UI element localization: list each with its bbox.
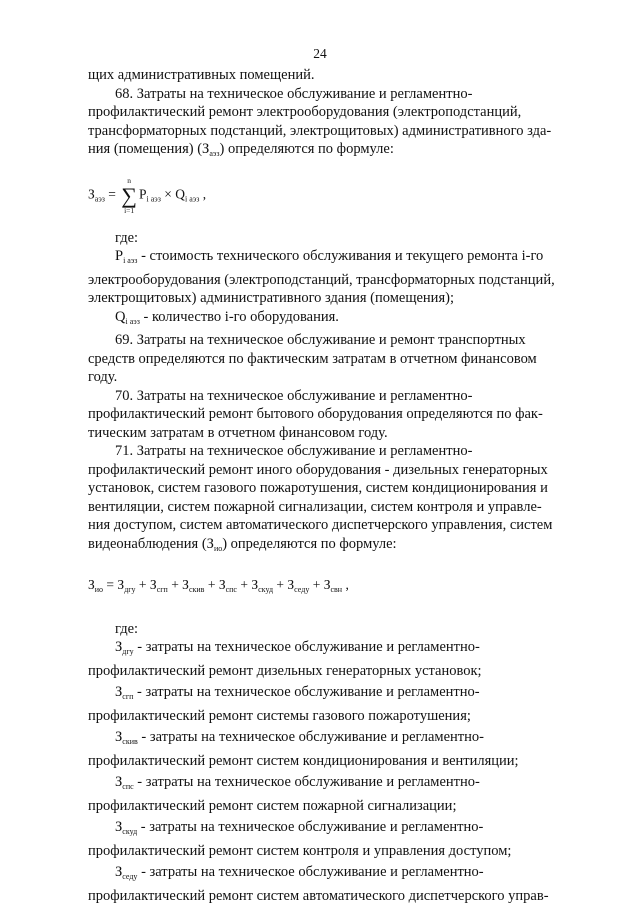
text-line: средств определяются по фактическим затратам в отчетном финансовом: [88, 350, 537, 367]
text-line: ния доступом, систем автоматического диспетчерского управления, систем: [88, 517, 553, 533]
definition-item: [88, 773, 576, 815]
text-line: профилактический ремонт системы газового пожаротушения;: [88, 707, 471, 724]
page-number: 24: [313, 46, 327, 61]
text-line: $Р_{i аэз}$ - стоимость технического обслуживания и текущего ремонта i-го: [115, 248, 544, 265]
definition-p-aez: [88, 247, 576, 308]
paragraph-69: [88, 331, 576, 387]
page-body: [88, 66, 576, 908]
definition-item: [88, 638, 576, 680]
definition-q-aez: $Q_{i аэз}$ - количество i-го оборудования.: [115, 308, 339, 326]
definition-item: [88, 863, 576, 905]
text-line: $З_{скуд}$ - затраты на техническое обслуживание и регламентно-: [115, 819, 484, 836]
paragraph-68: [88, 85, 576, 164]
text-line: профилактический ремонт электрооборудования (электроподстанций,: [88, 104, 522, 120]
text-line: 71. Затраты на техническое обслуживание и регламентно-: [115, 443, 473, 459]
definition-item: [88, 818, 576, 860]
paragraph-71: [88, 442, 576, 558]
text-line: тическим затратам в отчетном финансовом году.: [88, 424, 388, 441]
text-line: профилактический ремонт систем кондиционирования и вентиляции;: [88, 752, 519, 769]
definitions-list: [88, 638, 576, 905]
text-line: 70. Затраты на техническое обслуживание и регламентно-: [115, 387, 473, 404]
text-line: видеонаблюдения $(З_{ио})$ определяются по формуле:: [88, 535, 397, 553]
text-line: $З_{спс}$ - затраты на техническое обслуживание и регламентно-: [115, 774, 480, 791]
text-line: профилактический ремонт дизельных генераторных установок;: [88, 662, 482, 679]
definition-item: [88, 683, 576, 725]
text-line: профилактический ремонт иного оборудования - дизельных генераторных: [88, 461, 548, 478]
text-line: $З_{сгп}$ - затраты на техническое обслуживание и регламентно-: [115, 684, 480, 701]
text-line: году.: [88, 369, 118, 385]
paragraph-70: [88, 387, 576, 443]
text-line: вентиляции, систем пожарной сигнализации, систем контроля и управле-: [88, 498, 542, 515]
text-line: $З_{седу}$ - затраты на техническое обслуживание и регламентно-: [115, 864, 484, 881]
where-label-2: где:: [115, 620, 139, 637]
formula-io: $З_{ио} = З_{дгу} + З_{сгп} + З_{скив} + З_{спс} + З_{скуд} + З_{седу} + З_{свн}$ ,: [88, 577, 349, 594]
text-line: профилактический ремонт систем пожарной сигнализации;: [88, 797, 457, 814]
formula-aez: $З_{аэз}$ = n ∑ i=1 $Р_{i аэз} \times Q_{i аэз}$ ,: [88, 175, 207, 215]
text-line: электрощитовых) административного здания (помещения);: [88, 290, 454, 306]
text-line: электрооборудования (электроподстанций, трансформаторных подстанций,: [88, 271, 555, 288]
text-line: трансформаторных подстанций, электрощитовых) административного зда-: [88, 122, 552, 139]
text-line: $З_{скив}$ - затраты на техническое обслуживание и регламентно-: [115, 729, 484, 746]
text-line: установок, систем газового пожаротушения, систем кондиционирования и: [88, 480, 548, 496]
definition-item: [88, 728, 576, 770]
text-line: ния (помещения) $(З_{аэз})$ определяются по формуле:: [88, 141, 394, 158]
where-label-1: где:: [115, 229, 139, 246]
text-line: $З_{дгу}$ - затраты на техническое обслуживание и регламентно-: [115, 639, 480, 656]
text-line: 69. Затраты на техническое обслуживание и ремонт транспортных: [115, 332, 526, 348]
paragraph-continuation: щих административных помещений.: [88, 67, 315, 83]
text-line: профилактический ремонт бытового оборудования определяются по фак-: [88, 406, 543, 422]
text-line: профилактический ремонт систем контроля и управления доступом;: [88, 842, 512, 859]
text-line: 68. Затраты на техническое обслуживание и регламентно-: [115, 85, 473, 102]
text-line: профилактический ремонт систем автоматического диспетчерского управ-: [88, 887, 549, 904]
